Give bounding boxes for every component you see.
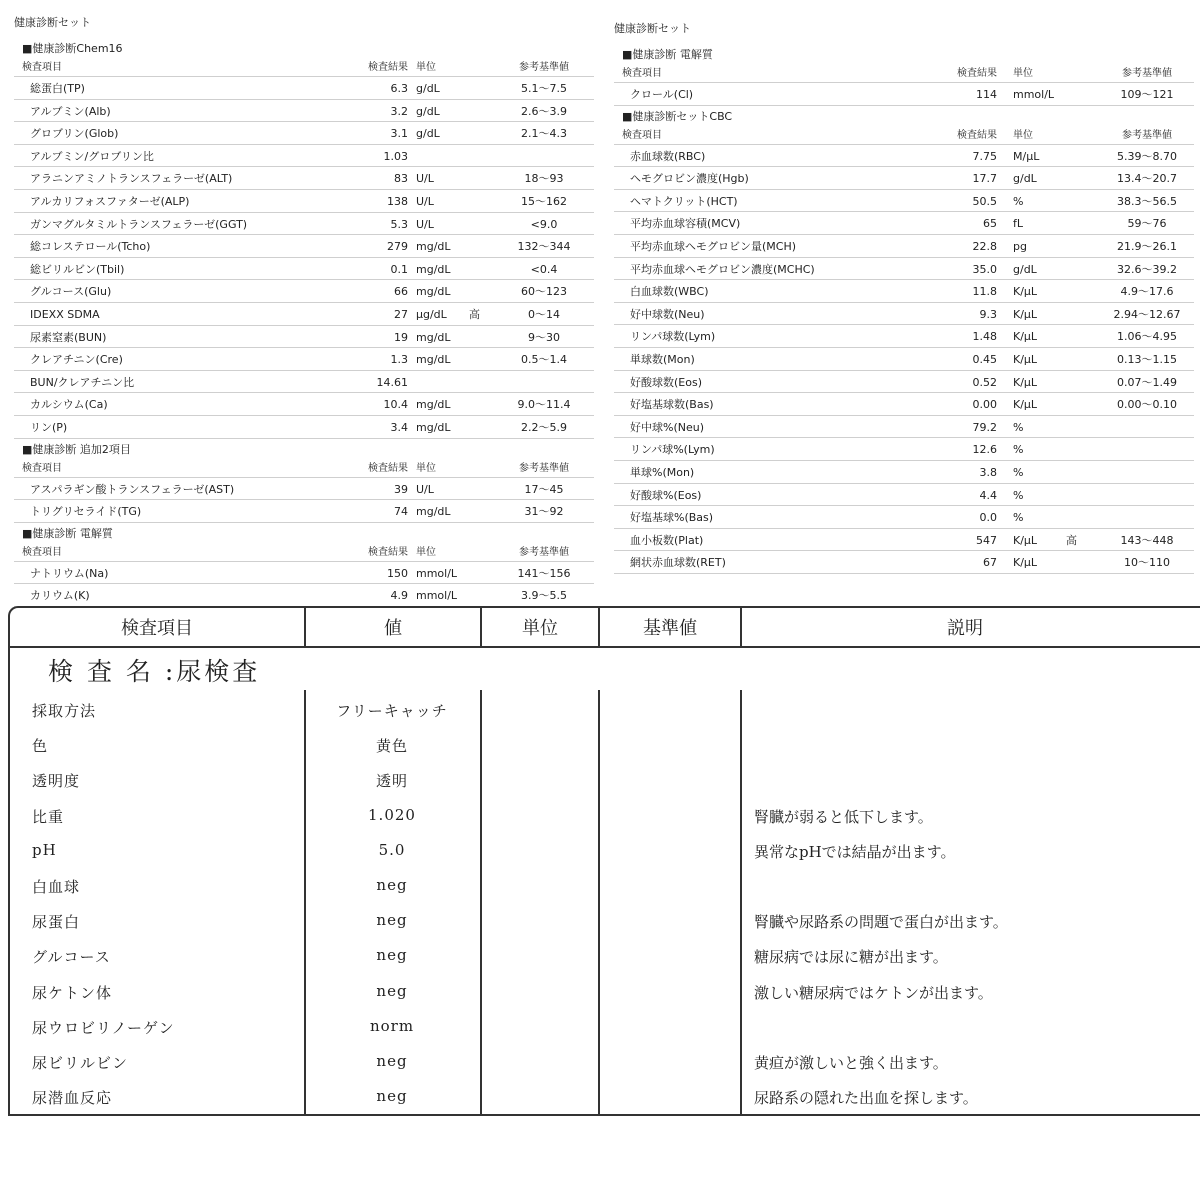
urine-row <box>10 762 1200 797</box>
lab-result-row <box>614 506 1194 529</box>
lab-result-row <box>14 100 594 123</box>
test-reference-range: 2.6～3.9 <box>521 104 567 118</box>
lab-result-row <box>14 326 594 349</box>
urine-description: 糖尿病では尿に糖が出ます。 <box>754 948 948 967</box>
test-unit: g/dL <box>416 82 440 95</box>
test-name: 血小板数(Plat) <box>630 533 704 547</box>
test-reference-range: 109～121 <box>1120 88 1174 101</box>
lab-result-row <box>14 145 594 168</box>
test-result: 12.6 <box>972 443 997 457</box>
urine-row <box>10 868 1200 903</box>
urine-value: neg <box>376 946 408 965</box>
urine-value: フリーキャッチ <box>336 702 448 720</box>
lab-result-row <box>614 190 1194 213</box>
test-unit: g/dL <box>1013 172 1037 186</box>
test-reference-range: 141～156 <box>517 566 571 580</box>
test-result: 0.45 <box>972 352 997 366</box>
urine-description: 黄疸が激しいと強く出ます。 <box>754 1054 948 1072</box>
test-name: 総蛋白(TP) <box>30 82 85 95</box>
test-reference-range: <0.4 <box>530 262 558 276</box>
test-name: ナトリウム(Na) <box>30 566 109 580</box>
urine-row <box>10 1009 1200 1044</box>
test-result: 74 <box>394 505 408 519</box>
test-result: 0.52 <box>972 375 997 389</box>
test-name: リンパ球%(Lym) <box>630 443 715 457</box>
test-unit: mmol/L <box>1013 88 1055 101</box>
lab-result-row <box>14 235 594 258</box>
lab-result-row <box>14 371 594 394</box>
test-name: 総ビリルビン(Tbil) <box>30 262 125 276</box>
header-reference: 参考基準値 <box>519 462 569 474</box>
test-name: 好酸球数(Eos) <box>630 375 702 389</box>
lab-result-row <box>614 167 1194 190</box>
test-reference-range: 32.6～39.2 <box>1117 262 1177 276</box>
test-unit: M/μL <box>1013 149 1040 163</box>
test-unit: % <box>1013 465 1024 479</box>
test-name: アラニンアミノトランスフェラーゼ(ALT) <box>30 172 233 186</box>
test-name: クロール(Cl) <box>630 88 694 101</box>
urine-item: 色 <box>32 737 49 756</box>
right-lab-panel <box>614 22 1194 574</box>
test-reference-range: 4.9～17.6 <box>1120 285 1174 299</box>
header-result: 検査結果 <box>957 68 997 79</box>
test-result: 39 <box>394 482 408 496</box>
test-result: 3.8 <box>979 465 997 479</box>
lab-result-row <box>14 122 594 145</box>
test-result: 3.2 <box>390 104 408 118</box>
header-item: 検査項目 <box>622 129 662 141</box>
test-name: アルカリフォスファターゼ(ALP) <box>30 194 190 208</box>
high-flag: 高 <box>1066 533 1077 547</box>
test-result: 150 <box>387 566 408 580</box>
header-result: 検査結果 <box>368 62 408 73</box>
test-name: 平均赤血球ヘモグロビン濃度(MCHC) <box>630 262 815 276</box>
test-unit: μg/dL <box>416 307 447 321</box>
lab-result-row <box>614 325 1194 348</box>
test-name: リン(P) <box>30 420 68 434</box>
lab-result-row <box>614 258 1194 281</box>
lab-result-row <box>614 83 1194 106</box>
lab-result-row <box>14 416 594 439</box>
header-unit: 単位 <box>416 462 436 474</box>
test-unit: % <box>1013 443 1024 457</box>
test-name: ガンマグルタミルトランスフェラーゼ(GGT) <box>30 217 248 231</box>
test-result: 4.4 <box>979 488 997 502</box>
urine-row <box>10 692 1200 727</box>
urine-value: neg <box>376 911 408 930</box>
urine-value: 5.0 <box>378 840 406 859</box>
test-result: 114 <box>976 88 997 101</box>
test-name: 網状赤血球数(RET) <box>630 556 726 570</box>
test-unit: mg/dL <box>416 330 451 344</box>
test-name: ヘマトクリット(HCT) <box>630 194 738 208</box>
test-unit: mg/dL <box>416 420 451 434</box>
urine-value: neg <box>376 1087 408 1106</box>
test-unit: g/dL <box>1013 262 1037 276</box>
test-name: 単球数(Mon) <box>630 352 695 366</box>
header-item: 検査項目 <box>22 462 62 474</box>
header-result: 検査結果 <box>368 462 408 474</box>
header-description: 説明 <box>947 618 983 639</box>
lab-result-row <box>614 461 1194 484</box>
test-unit: mg/dL <box>416 262 451 276</box>
lab-result-row <box>614 393 1194 416</box>
right-panel-body <box>614 44 1194 574</box>
test-unit: fL <box>1013 217 1024 231</box>
test-reference-range: 18～93 <box>524 172 564 186</box>
test-name: グロブリン(Glob) <box>30 127 119 141</box>
lab-result-row <box>14 303 594 326</box>
test-result: 1.3 <box>390 353 408 367</box>
test-reference-range: 15～162 <box>521 194 567 208</box>
urine-value: 黄色 <box>375 737 408 756</box>
header-reference: 参考基準値 <box>519 62 569 73</box>
section-title: ■健康診断 電解質 <box>622 48 713 61</box>
lab-result-row <box>614 551 1194 574</box>
header-unit: 単位 <box>1013 68 1033 79</box>
test-result: 1.48 <box>972 330 997 344</box>
test-unit: % <box>1013 420 1024 434</box>
test-reference-range: <9.0 <box>530 217 558 231</box>
test-unit: K/μL <box>1013 352 1038 366</box>
test-name: アルブミン/グロブリン比 <box>30 149 154 163</box>
test-name: トリグリセライド(TG) <box>30 505 142 519</box>
test-unit: K/μL <box>1013 285 1038 299</box>
test-unit: % <box>1013 194 1024 208</box>
test-unit: U/L <box>416 194 434 208</box>
lab-result-row <box>14 584 594 607</box>
test-unit: mg/dL <box>416 353 451 367</box>
test-name: アルブミン(Alb) <box>30 104 111 118</box>
section-title: ■健康診断 電解質 <box>22 526 113 540</box>
lab-result-row <box>614 416 1194 439</box>
header-item: 検査項目 <box>10 608 306 646</box>
test-result: 3.4 <box>390 420 408 434</box>
test-unit: mmol/L <box>416 589 458 603</box>
test-reference-range: 2.94～12.67 <box>1113 307 1181 321</box>
test-result: 4.9 <box>390 589 408 603</box>
urine-row <box>10 903 1200 938</box>
left-panel-body <box>14 38 594 607</box>
test-reference-range: 13.4～20.7 <box>1117 172 1177 186</box>
column-header-row <box>14 544 594 562</box>
lab-result-row <box>14 258 594 281</box>
test-name: ヘモグロビン濃度(Hgb) <box>630 172 749 186</box>
urine-value: 透明 <box>375 772 408 791</box>
test-name: IDEXX SDMA <box>30 307 100 321</box>
test-result: 65 <box>983 217 997 231</box>
lab-result-row <box>14 280 594 303</box>
lab-result-row <box>14 167 594 190</box>
test-result: 79.2 <box>972 420 997 434</box>
lab-result-row <box>614 438 1194 461</box>
urine-row <box>10 798 1200 833</box>
test-reference-range: 9～30 <box>528 330 560 344</box>
urine-value: neg <box>376 1052 408 1070</box>
test-reference-range: 5.1～7.5 <box>521 82 567 95</box>
test-result: 0.00 <box>972 398 997 412</box>
lab-result-row <box>14 348 594 371</box>
test-reference-range: 0.13～1.15 <box>1117 352 1177 366</box>
test-unit: U/L <box>416 172 434 186</box>
test-reference-range: 2.2～5.9 <box>521 420 567 434</box>
test-result: 7.75 <box>972 149 997 163</box>
urine-value: neg <box>376 876 408 894</box>
urine-item: 透明度 <box>32 772 81 791</box>
panel-title: 健康診断セット <box>614 22 691 35</box>
test-reference-range: 17～45 <box>524 482 564 496</box>
header-unit: 単位 <box>416 62 436 73</box>
header-unit: 単位 <box>1013 129 1033 141</box>
test-reference-range: 59～76 <box>1127 217 1167 231</box>
test-unit: g/dL <box>416 127 440 141</box>
test-result: 5.3 <box>390 217 408 231</box>
header-value: 値 <box>306 608 482 646</box>
lab-result-row <box>614 484 1194 507</box>
test-reference-range: 0.00～0.10 <box>1117 398 1177 412</box>
test-name: 単球%(Mon) <box>630 465 695 479</box>
urine-description: 尿路系の隠れた出血を探します。 <box>754 1089 978 1108</box>
test-unit: K/μL <box>1013 375 1038 389</box>
urine-row <box>10 938 1200 973</box>
urine-table-header <box>10 608 1200 648</box>
urine-item: 白血球 <box>32 878 81 896</box>
test-name: カルシウム(Ca) <box>30 398 108 412</box>
urine-value: neg <box>376 981 408 1000</box>
test-reference-range: 1.06～4.95 <box>1117 330 1177 344</box>
lab-result-row <box>14 562 594 585</box>
lab-result-row <box>14 478 594 501</box>
test-name: アスパラギン酸トランスフェラーゼ(AST) <box>30 482 235 496</box>
urine-description: 激しい糖尿病ではケトンが出ます。 <box>754 983 993 1002</box>
test-result: 50.5 <box>972 194 997 208</box>
urine-row <box>10 833 1200 868</box>
test-name: 赤血球数(RBC) <box>630 149 706 163</box>
urine-item: 尿ウロビリノーゲン <box>32 1018 175 1037</box>
header-unit: 単位 <box>482 608 600 646</box>
test-name: クレアチニン(Cre) <box>30 353 123 367</box>
urine-row <box>10 1079 1200 1114</box>
test-unit: K/μL <box>1013 398 1038 412</box>
test-unit: mg/dL <box>416 285 451 299</box>
test-reference-range: 21.9～26.1 <box>1117 239 1177 253</box>
test-result: 35.0 <box>972 262 997 276</box>
test-result: 0.0 <box>979 511 997 525</box>
header-reference: 基準値 <box>600 608 742 646</box>
lab-result-row <box>14 213 594 236</box>
test-reference-range: 5.39～8.70 <box>1117 149 1177 163</box>
lab-result-row <box>614 212 1194 235</box>
test-result: 67 <box>983 556 997 570</box>
test-reference-range: 31～92 <box>524 505 564 519</box>
test-reference-range: 9.0～11.4 <box>517 398 571 412</box>
test-reference-range: 0.5～1.4 <box>521 353 567 367</box>
header-item: 検査項目 <box>622 68 662 79</box>
test-reference-range: 60～123 <box>521 285 567 299</box>
urine-item: 比重 <box>32 807 65 826</box>
test-result: 83 <box>394 172 408 186</box>
test-result: 9.3 <box>979 307 997 321</box>
test-name: 尿素窒素(BUN) <box>30 330 107 344</box>
test-result: 3.1 <box>390 127 408 141</box>
test-unit: U/L <box>416 482 434 496</box>
section-title: ■健康診断セットCBC <box>622 109 733 123</box>
urine-item: 尿ビリルビン <box>32 1054 129 1072</box>
test-result: 17.7 <box>972 172 997 186</box>
header-reference: 参考基準値 <box>1122 68 1172 79</box>
urine-row <box>10 974 1200 1009</box>
urine-row <box>10 727 1200 762</box>
test-result: 27 <box>394 307 408 321</box>
test-unit: % <box>1013 511 1024 525</box>
test-unit: K/μL <box>1013 307 1038 321</box>
test-unit: mg/dL <box>416 398 451 412</box>
test-name: 平均赤血球ヘモグロビン量(MCH) <box>630 239 797 253</box>
header-item: 検査項目 <box>22 546 62 558</box>
test-result: 22.8 <box>972 239 997 253</box>
lab-result-row <box>614 371 1194 394</box>
test-name: 平均赤血球容積(MCV) <box>630 217 741 231</box>
header-reference: 参考基準値 <box>519 546 569 558</box>
section-title: ■健康診断Chem16 <box>22 42 123 55</box>
column-header-row <box>14 460 594 478</box>
test-name: カリウム(K) <box>30 589 90 603</box>
column-header-row <box>14 59 594 77</box>
test-unit: g/dL <box>416 104 440 118</box>
test-result: 138 <box>387 194 408 208</box>
header-result: 検査結果 <box>957 129 997 141</box>
urine-value: 1.020 <box>368 805 416 824</box>
test-result: 19 <box>394 330 408 344</box>
test-result: 547 <box>976 533 997 547</box>
lab-result-row <box>614 348 1194 371</box>
test-unit: K/μL <box>1013 330 1038 344</box>
test-result: 14.61 <box>376 375 408 389</box>
test-result: 0.1 <box>390 262 408 276</box>
lab-result-row <box>14 77 594 100</box>
test-name: リンパ球数(Lym) <box>630 330 716 344</box>
test-reference-range: 3.9～5.5 <box>521 589 567 603</box>
section-title: ■健康診断 追加2項目 <box>22 442 131 456</box>
test-unit: K/μL <box>1013 556 1038 570</box>
urine-item: 尿蛋白 <box>32 913 81 932</box>
lab-result-row <box>14 393 594 416</box>
test-reference-range: 38.3～56.5 <box>1117 194 1177 208</box>
test-result: 11.8 <box>972 285 997 299</box>
test-reference-range: 10～110 <box>1124 556 1170 570</box>
test-reference-range: 132～344 <box>517 240 571 254</box>
test-name: 好塩基球数(Bas) <box>630 398 714 412</box>
test-name: 好酸球%(Eos) <box>630 488 702 502</box>
header-item: 検査項目 <box>22 62 62 73</box>
header-unit: 単位 <box>416 546 436 558</box>
test-name: グルコース(Glu) <box>30 285 112 299</box>
urine-item: 尿潜血反応 <box>32 1089 113 1108</box>
panel-title: 健康診断セット <box>14 16 91 29</box>
test-reference-range: 0～14 <box>528 307 560 321</box>
lab-result-row <box>614 529 1194 552</box>
urine-value: norm <box>369 1016 415 1035</box>
test-name: 白血球数(WBC) <box>630 285 709 299</box>
test-reference-range: 0.07～1.49 <box>1117 375 1177 389</box>
test-name: 総コレステロール(Tcho) <box>30 240 151 254</box>
test-name: 好中球数(Neu) <box>630 307 705 321</box>
test-result: 6.3 <box>390 82 408 95</box>
urine-test-name: 検 査 名 :尿検査 <box>48 657 261 686</box>
test-name: BUN/クレアチニン比 <box>30 375 135 389</box>
urine-item: 採取方法 <box>32 702 97 720</box>
test-result: 10.4 <box>383 398 408 412</box>
test-reference-range: 143～448 <box>1120 533 1174 547</box>
test-result: 66 <box>394 285 408 299</box>
test-result: 279 <box>387 240 408 254</box>
urine-item: 尿ケトン体 <box>32 983 113 1002</box>
lab-result-row <box>14 190 594 213</box>
urine-description: 腎臓が弱ると低下します。 <box>754 807 933 826</box>
header-result: 検査結果 <box>368 546 408 558</box>
test-result: 1.03 <box>383 149 408 163</box>
lab-result-row <box>14 500 594 523</box>
high-flag: 高 <box>469 307 480 321</box>
urine-test-table <box>8 606 1200 1116</box>
test-name: 好中球%(Neu) <box>630 420 705 434</box>
urine-item: グルコース <box>32 948 111 967</box>
test-unit: U/L <box>416 217 434 231</box>
column-header-row <box>614 127 1194 145</box>
lab-result-row <box>614 145 1194 168</box>
urine-description: 腎臓や尿路系の問題で蛋白が出ます。 <box>754 913 1008 932</box>
test-unit: % <box>1013 488 1024 502</box>
test-unit: K/μL <box>1013 533 1038 547</box>
test-unit: mg/dL <box>416 240 451 254</box>
lab-result-row <box>614 280 1194 303</box>
lab-result-row <box>614 303 1194 326</box>
test-reference-range: 2.1～4.3 <box>521 127 567 141</box>
column-header-row <box>614 65 1194 83</box>
lab-result-row <box>614 235 1194 258</box>
urine-description: 異常なpHでは結晶が出ます。 <box>754 842 956 861</box>
test-name: 好塩基球%(Bas) <box>630 511 714 525</box>
test-unit: pg <box>1013 239 1027 253</box>
header-reference: 参考基準値 <box>1122 129 1172 141</box>
test-unit: mmol/L <box>416 566 458 580</box>
left-lab-panel <box>14 16 594 607</box>
test-unit: mg/dL <box>416 505 451 519</box>
urine-item: pH <box>32 840 57 859</box>
urine-row <box>10 1044 1200 1079</box>
